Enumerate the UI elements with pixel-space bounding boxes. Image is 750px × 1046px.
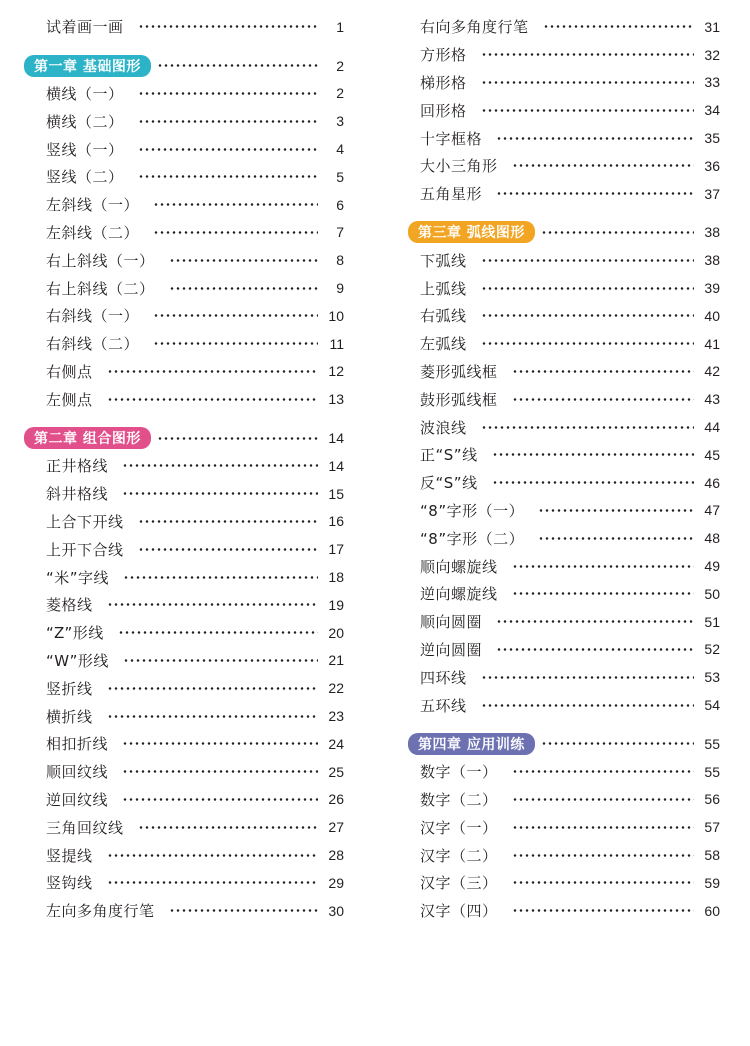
page-number: 32	[704, 46, 720, 63]
dot-leader	[169, 287, 318, 290]
toc-entry[interactable]	[46, 107, 344, 135]
dot-leader	[138, 175, 318, 178]
toc-entry[interactable]	[46, 758, 344, 786]
entry-title: 大小三角形	[420, 157, 498, 176]
section-gap	[420, 208, 720, 219]
toc-entry[interactable]	[46, 841, 344, 869]
page-number: 59	[704, 874, 720, 891]
toc-entry[interactable]	[420, 552, 720, 580]
entry-title: 波浪线	[420, 418, 467, 437]
dot-leader	[496, 648, 694, 651]
page-number: 16	[328, 513, 344, 530]
dot-leader	[481, 259, 694, 262]
chapter-heading[interactable]	[420, 219, 720, 247]
toc-entry[interactable]	[46, 274, 344, 302]
toc-entry[interactable]	[420, 180, 720, 208]
dot-leader	[138, 92, 318, 95]
toc-entry[interactable]	[420, 469, 720, 497]
dot-leader	[512, 370, 694, 373]
dot-leader	[157, 437, 318, 440]
entry-title: 汉字（二）	[420, 846, 498, 865]
dot-leader	[481, 676, 694, 679]
dot-leader	[153, 203, 318, 206]
entry-title: 三角回纹线	[46, 818, 124, 837]
dot-leader	[122, 770, 318, 773]
entry-title: 下弧线	[420, 251, 467, 270]
entry-title: 五环线	[420, 696, 467, 715]
dot-leader	[481, 109, 694, 112]
dot-leader	[107, 370, 318, 373]
dot-leader	[138, 826, 318, 829]
dot-leader	[107, 398, 318, 401]
dot-leader	[481, 704, 694, 707]
dot-leader	[481, 81, 694, 84]
entry-title: 上弧线	[420, 279, 467, 298]
dot-leader	[122, 742, 318, 745]
page-number: 12	[328, 363, 344, 380]
entry-title: 上开下合线	[46, 540, 124, 559]
entry-title: 试着画一画	[46, 18, 124, 37]
toc-entry[interactable]	[420, 841, 720, 869]
entry-title: 相扣折线	[46, 735, 109, 754]
entry-title: 五角星形	[420, 185, 483, 204]
dot-leader	[169, 909, 318, 912]
entry-title: 逆向螺旋线	[420, 585, 498, 604]
page-number: 44	[704, 419, 720, 436]
page-number: 35	[704, 130, 720, 147]
toc-entry[interactable]	[420, 124, 720, 152]
entry-title: 回形格	[420, 101, 467, 120]
entry-title: 右斜线（二）	[46, 335, 140, 354]
page-number: 27	[328, 819, 344, 836]
dot-leader	[512, 854, 694, 857]
toc-entry[interactable]	[46, 246, 344, 274]
page-number: 21	[328, 652, 344, 669]
entry-title: 左侧点	[46, 390, 93, 409]
entry-title: 汉字（四）	[420, 902, 498, 921]
dot-leader	[496, 137, 694, 140]
entry-title: “8”字形（二）	[420, 529, 525, 548]
section-gap	[46, 413, 344, 424]
page-number: 3	[336, 113, 344, 130]
dot-leader	[118, 631, 318, 634]
entry-title: 数字（一）	[420, 763, 498, 782]
dot-leader	[107, 854, 318, 857]
dot-leader	[492, 453, 694, 456]
chapter-heading[interactable]	[420, 730, 720, 758]
toc-entry[interactable]	[46, 80, 344, 108]
toc-entry[interactable]	[46, 135, 344, 163]
toc-entry[interactable]	[46, 480, 344, 508]
toc-entry[interactable]	[46, 535, 344, 563]
page-number: 9	[336, 280, 344, 297]
toc-entry[interactable]	[420, 441, 720, 469]
toc-entry[interactable]	[46, 358, 344, 386]
page-number: 52	[704, 641, 720, 658]
page-number: 55	[704, 763, 720, 780]
page-number: 41	[704, 335, 720, 352]
dot-leader	[138, 120, 318, 123]
toc-entry[interactable]	[420, 869, 720, 897]
entry-title: 菱形弧线框	[420, 362, 498, 381]
page-number: 22	[328, 680, 344, 697]
toc-entry[interactable]	[420, 786, 720, 814]
dot-leader	[107, 687, 318, 690]
chapter-title: 第四章 应用训练	[408, 733, 535, 755]
toc-entry[interactable]	[46, 730, 344, 758]
entry-title: 反“S”线	[420, 474, 478, 493]
page-number: 14	[328, 457, 344, 474]
entry-title: 菱格线	[46, 596, 93, 615]
entry-title: 左斜线（二）	[46, 223, 140, 242]
page-number: 19	[328, 596, 344, 613]
dot-leader	[512, 909, 694, 912]
toc-entry[interactable]	[420, 385, 720, 413]
entry-title: 斜井格线	[46, 485, 109, 504]
toc-entry[interactable]	[46, 163, 344, 191]
chapter-title: 第二章 组合图形	[24, 427, 151, 449]
chapter-heading[interactable]	[34, 424, 344, 452]
page-number: 58	[704, 847, 720, 863]
page-number: 38	[704, 224, 720, 241]
dot-leader	[123, 576, 318, 579]
page-number: 33	[704, 74, 720, 91]
toc-entry[interactable]	[46, 619, 344, 647]
entry-title: 正井格线	[46, 457, 109, 476]
page-number: 38	[704, 252, 720, 269]
entry-title: 右向多角度行笔	[420, 18, 529, 37]
toc-entry[interactable]	[420, 758, 720, 786]
entry-title: 正“S”线	[420, 446, 478, 465]
dot-leader	[492, 481, 694, 484]
entry-title: 竖线（二）	[46, 168, 124, 187]
toc-entry[interactable]	[420, 358, 720, 386]
dot-leader	[512, 565, 694, 568]
toc-entry[interactable]	[420, 497, 720, 525]
entry-title: “Z”形线	[46, 624, 104, 643]
entry-title: 上合下开线	[46, 512, 124, 531]
entry-title: 左弧线	[420, 335, 467, 354]
dot-leader	[481, 426, 694, 429]
page-number: 34	[704, 102, 720, 119]
dot-leader	[122, 492, 318, 495]
dot-leader	[512, 164, 694, 167]
dot-leader	[496, 192, 694, 195]
page-number: 43	[704, 391, 720, 408]
entry-title: 右上斜线（一）	[46, 251, 155, 270]
toc-entry[interactable]	[46, 702, 344, 730]
toc-entry[interactable]	[46, 13, 344, 41]
dot-leader	[481, 342, 694, 345]
toc-entry[interactable]	[420, 246, 720, 274]
toc-entry[interactable]	[420, 897, 720, 925]
page-number: 51	[704, 613, 720, 630]
page-number: 25	[328, 763, 344, 780]
page-number: 54	[704, 697, 720, 714]
dot-leader	[153, 231, 318, 234]
dot-leader	[138, 148, 318, 151]
dot-leader	[512, 826, 694, 829]
page-number: 45	[704, 446, 720, 463]
entry-title: 左向多角度行笔	[46, 902, 155, 921]
toc-entry[interactable]	[420, 524, 720, 552]
toc-entry[interactable]	[46, 813, 344, 841]
entry-title: 右上斜线（二）	[46, 279, 155, 298]
toc-entry[interactable]	[46, 191, 344, 219]
toc-entry[interactable]	[46, 452, 344, 480]
dot-leader	[541, 231, 694, 234]
toc-entry[interactable]	[46, 302, 344, 330]
dot-leader	[153, 342, 318, 345]
page-number: 8	[336, 252, 344, 269]
page-number: 15	[328, 485, 344, 502]
dot-leader	[538, 509, 694, 512]
toc-entry[interactable]	[420, 580, 720, 608]
toc-entry[interactable]	[46, 591, 344, 619]
dot-leader	[138, 25, 318, 28]
entry-title: 竖折线	[46, 679, 93, 698]
entry-title: 逆回纹线	[46, 790, 109, 809]
page-number: 13	[328, 391, 344, 408]
dot-leader	[138, 548, 318, 551]
page-number: 49	[704, 558, 720, 575]
page-number: 50	[704, 585, 720, 602]
dot-leader	[496, 620, 694, 623]
entry-title: 横线（二）	[46, 112, 124, 131]
dot-leader	[543, 25, 694, 28]
entry-title: 十字框格	[420, 129, 483, 148]
toc-column-left	[34, 13, 344, 925]
page-number: 57	[704, 819, 720, 836]
dot-leader	[512, 881, 694, 884]
page-number: 14	[328, 430, 344, 447]
entry-title: 竖钩线	[46, 874, 93, 893]
page-number: 6	[336, 196, 344, 213]
dot-leader	[138, 520, 318, 523]
toc-entry[interactable]	[46, 508, 344, 536]
dot-leader	[153, 314, 318, 317]
page-number: 48	[704, 530, 720, 547]
page-number: 7	[336, 224, 344, 241]
section-gap	[46, 41, 344, 52]
page-number: 20	[328, 624, 344, 641]
page-number: 4	[336, 141, 344, 158]
entry-title: 梯形格	[420, 73, 467, 92]
entry-title: 右侧点	[46, 362, 93, 381]
entry-title: 四环线	[420, 668, 467, 687]
toc-entry[interactable]	[420, 330, 720, 358]
dot-leader	[512, 398, 694, 401]
toc-entry[interactable]	[420, 96, 720, 124]
toc-entry[interactable]	[420, 302, 720, 330]
page-number: 24	[328, 735, 344, 752]
dot-leader	[107, 715, 318, 718]
entry-title: 右斜线（一）	[46, 307, 140, 326]
entry-title: 顺回纹线	[46, 763, 109, 782]
toc-entry[interactable]	[420, 636, 720, 664]
chapter-title: 第三章 弧线图形	[408, 221, 535, 243]
toc-entry[interactable]	[46, 647, 344, 675]
dot-leader	[512, 592, 694, 595]
page-number: 5	[336, 168, 344, 185]
page-number: 42	[704, 363, 720, 380]
toc-entry[interactable]	[46, 869, 344, 897]
page-number: 36	[704, 157, 720, 174]
toc-entry[interactable]	[46, 330, 344, 358]
toc-entry[interactable]	[420, 152, 720, 180]
dot-leader	[169, 259, 318, 262]
page-number: 60	[704, 902, 720, 919]
entry-title: 顺向圆圈	[420, 613, 483, 632]
entry-title: 汉字（一）	[420, 818, 498, 837]
entry-title: 顺向螺旋线	[420, 557, 498, 576]
toc-entry[interactable]	[420, 813, 720, 841]
entry-title: “米”字线	[46, 568, 110, 587]
page-number: 39	[704, 280, 720, 297]
page-number: 17	[328, 541, 344, 558]
page-number: 46	[704, 474, 720, 491]
dot-leader	[541, 742, 694, 745]
entry-title: 右弧线	[420, 307, 467, 326]
entry-title: “8”字形（一）	[420, 501, 525, 520]
toc-entry[interactable]	[46, 563, 344, 591]
toc-entry[interactable]	[46, 219, 344, 247]
chapter-heading[interactable]	[34, 52, 344, 80]
page-number: 29	[328, 874, 344, 891]
toc-entry[interactable]	[420, 13, 720, 41]
entry-title: 汉字（三）	[420, 874, 498, 893]
toc-entry[interactable]	[420, 41, 720, 69]
dot-leader	[481, 287, 694, 290]
page-number: 30	[328, 902, 344, 919]
page-number: 18	[328, 569, 344, 586]
toc-entry[interactable]	[420, 413, 720, 441]
page-number: 2	[336, 57, 344, 74]
toc-entry[interactable]	[46, 674, 344, 702]
dot-leader	[123, 659, 318, 662]
page-number: 23	[328, 708, 344, 725]
page-number: 28	[328, 847, 344, 863]
entry-title: 竖提线	[46, 846, 93, 865]
page-number: 40	[704, 307, 720, 324]
section-gap	[420, 719, 720, 730]
page-number: 1	[336, 18, 344, 35]
toc-column-right	[420, 13, 720, 925]
entry-title: 鼓形弧线框	[420, 390, 498, 409]
toc-entry[interactable]	[46, 385, 344, 413]
page-number: 53	[704, 669, 720, 686]
dot-leader	[512, 770, 694, 773]
dot-leader	[122, 464, 318, 467]
page-number: 37	[704, 185, 720, 202]
entry-title: “W”形线	[46, 651, 109, 670]
dot-leader	[538, 537, 694, 540]
dot-leader	[157, 64, 318, 67]
page-number: 31	[704, 18, 720, 35]
entry-title: 横线（一）	[46, 84, 124, 103]
dot-leader	[481, 314, 694, 317]
dot-leader	[512, 798, 694, 801]
entry-title: 方形格	[420, 46, 467, 65]
entry-title: 左斜线（一）	[46, 196, 140, 215]
entry-title: 逆向圆圈	[420, 640, 483, 659]
page-number: 55	[704, 735, 720, 752]
dot-leader	[107, 881, 318, 884]
page-number: 11	[329, 335, 344, 352]
dot-leader	[481, 53, 694, 56]
page-number: 10	[328, 307, 344, 324]
toc-entry[interactable]	[420, 691, 720, 719]
entry-title: 横折线	[46, 707, 93, 726]
toc-entry[interactable]	[420, 274, 720, 302]
page-number: 47	[704, 502, 720, 519]
dot-leader	[122, 798, 318, 801]
toc-entry[interactable]	[420, 69, 720, 97]
entry-title: 数字（二）	[420, 790, 498, 809]
toc-entry[interactable]	[46, 897, 344, 925]
chapter-title: 第一章 基础图形	[24, 55, 151, 77]
toc-entry[interactable]	[46, 786, 344, 814]
toc-entry[interactable]	[420, 663, 720, 691]
toc-entry[interactable]	[420, 608, 720, 636]
page-number: 56	[704, 791, 720, 808]
entry-title: 竖线（一）	[46, 140, 124, 159]
page-number: 2	[336, 85, 344, 102]
page-number: 26	[328, 791, 344, 808]
dot-leader	[107, 603, 318, 606]
